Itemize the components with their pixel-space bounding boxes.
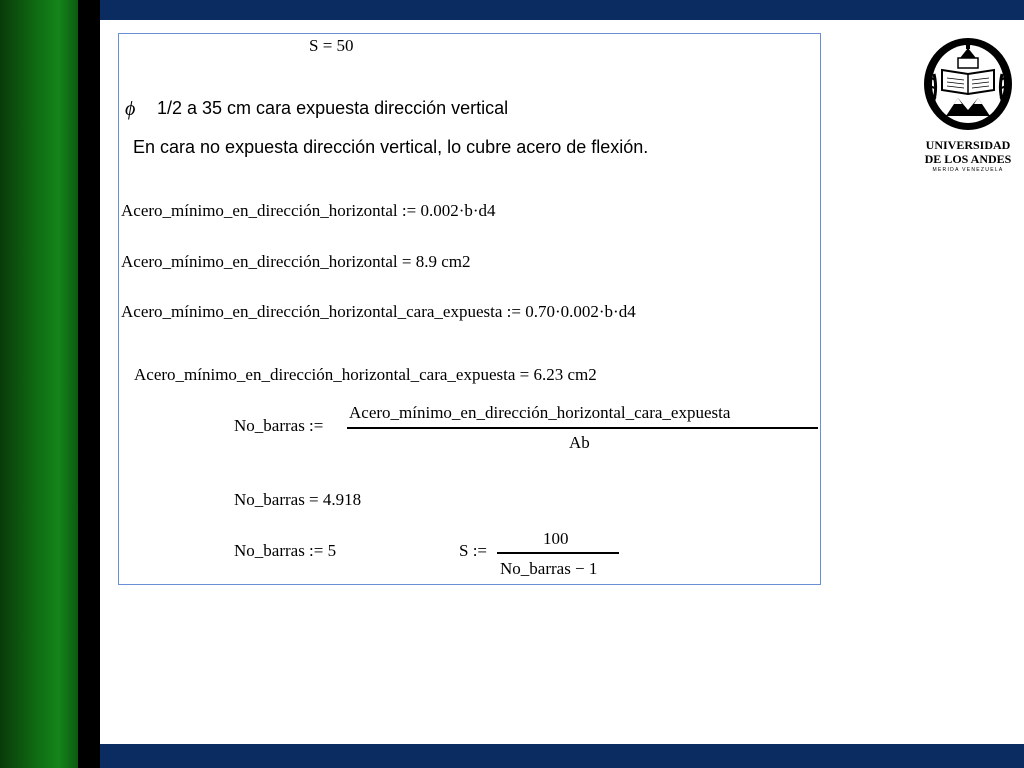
eq-spacing-lhs: S := [459, 541, 488, 560]
eq-num-bars-value: No_barras = 4.918 [234, 490, 362, 509]
left-black-band [78, 0, 100, 768]
logo-text-merida-venezuela: MERIDA VENEZUELA [932, 167, 1004, 173]
fraction-line [347, 427, 818, 429]
phi-symbol: ϕ [125, 98, 136, 120]
eq-min-steel-def: Acero_mínimo_en_dirección_horizontal := 0.002·b·d4 [121, 201, 496, 220]
eq-spacing-denominator: No_barras − 1 [500, 559, 598, 578]
fraction-line [497, 552, 619, 554]
eq-spacing-numerator: 100 [543, 529, 569, 548]
logo-text-de-los-andes: DE LOS ANDES [924, 152, 1012, 166]
unexposed-face-note: En cara no expuesta dirección vertical, lo cubre acero de flexión. [133, 137, 649, 157]
spacing-value: S = 50 [309, 36, 354, 55]
eq-min-steel-exposed-def: Acero_mínimo_en_dirección_horizontal_cara_expuesta := 0.70·0.002·b·d4 [121, 302, 636, 321]
eq-num-bars-lhs: No_barras := [234, 416, 324, 435]
left-green-band [0, 0, 78, 768]
university-logo [918, 36, 1018, 176]
eq-num-bars-numerator: Acero_mínimo_en_dirección_horizontal_cara_expuesta [349, 403, 731, 422]
top-navy-bar [100, 0, 1024, 20]
logo-text-universidad: UNIVERSIDAD [925, 138, 1011, 152]
bottom-navy-bar [100, 744, 1024, 768]
equation-content-box [118, 33, 821, 585]
eq-min-steel-exposed-value: Acero_mínimo_en_dirección_horizontal_cara_expuesta = 6.23 cm2 [134, 365, 597, 384]
eq-num-bars-rounded: No_barras := 5 [234, 541, 337, 560]
eq-min-steel-value: Acero_mínimo_en_dirección_horizontal = 8.9 cm2 [121, 252, 471, 271]
bar-spacing-note: 1/2 a 35 cm cara expuesta dirección vertical [157, 98, 509, 118]
university-seal-icon [918, 36, 1018, 136]
eq-num-bars-denominator: Ab [569, 433, 590, 452]
